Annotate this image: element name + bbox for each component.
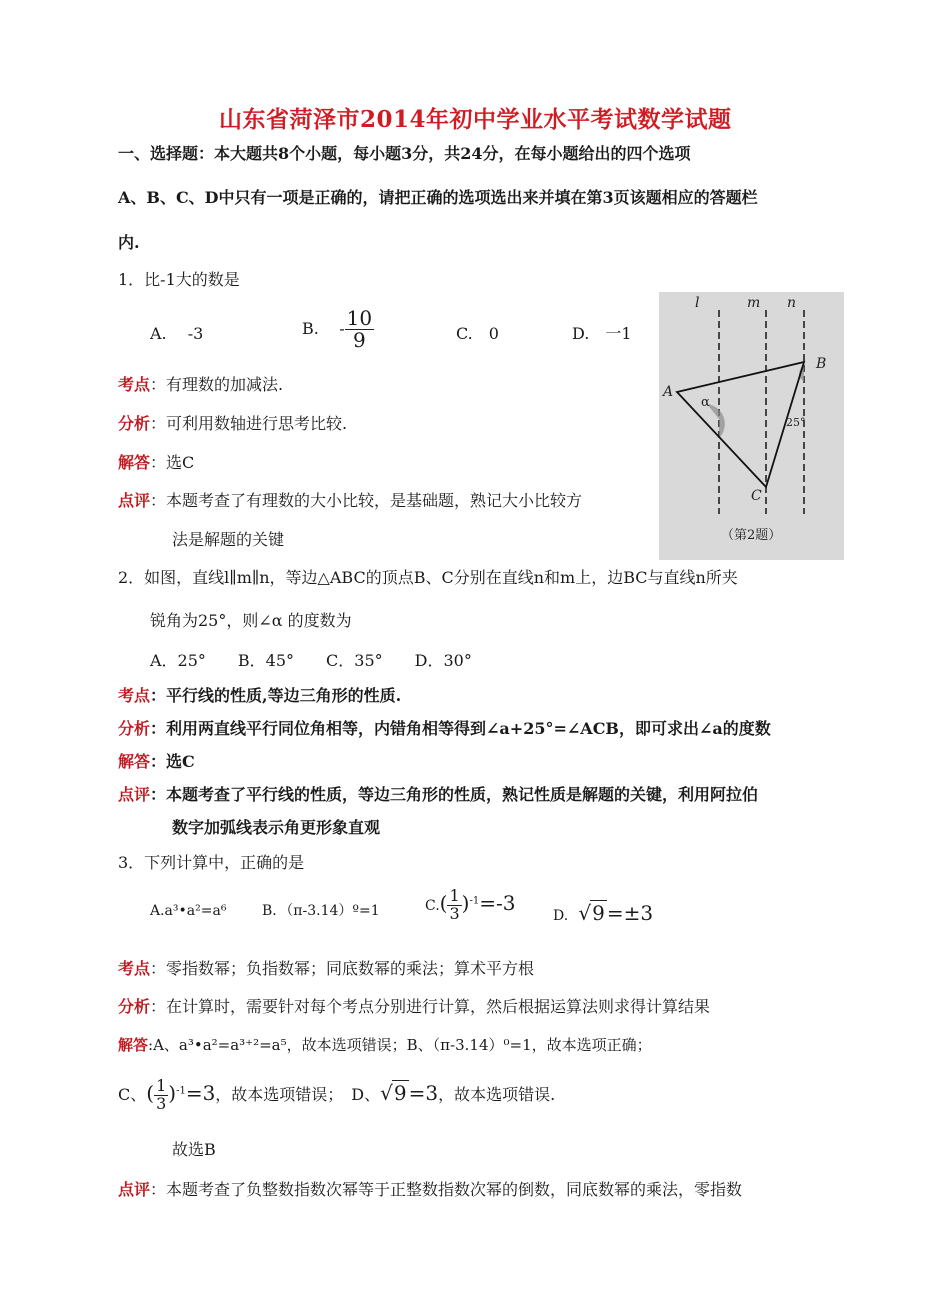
q3-jieda-tag: 解答 xyxy=(118,1036,149,1054)
q2-jieda-text: ：选C xyxy=(150,752,195,771)
geometry-figure-svg xyxy=(659,292,844,560)
q1-dianping-line2: 法是解题的关键 xyxy=(172,530,285,549)
q3-line-c-mid: =3 xyxy=(185,1080,216,1105)
q3-option-c-numerator: 1 xyxy=(449,886,460,905)
q2-kaodian-tag: 考点 xyxy=(118,686,151,705)
q1-option-c: C. 0 xyxy=(456,324,499,343)
q2-jieda xyxy=(118,752,195,771)
q3-line-c-fraction xyxy=(154,1078,168,1113)
q3-kaodian xyxy=(118,959,534,978)
q3-option-c: C.( $\frac{1}{3}$ )$^{-1}$=-3 xyxy=(425,886,516,923)
q3-jieda-text: :A、a³•a²=a³⁺²=a⁵，故本选项错误；B、（π-3.14）⁰=1，故本选项正确； xyxy=(148,1036,652,1054)
q3-option-d-tail: =±3 xyxy=(606,901,654,925)
q3-option-b: B．（π-3.14）º=1 xyxy=(262,903,380,919)
q2-dianping xyxy=(118,785,758,804)
q3-option-a: A.a³•a²=a⁶ xyxy=(150,903,227,919)
q3-option-d-label: D. xyxy=(553,908,569,924)
q3-kaodian-text: ：零指数幂；负指数幂；同底数幂的乘法；算术平方根 xyxy=(150,959,535,978)
q1-option-b-fraction xyxy=(345,308,374,351)
q1-dianping xyxy=(118,491,582,510)
q3-line-c-exponent: -1 xyxy=(176,1085,186,1097)
q3-option-c-denominator: 3 xyxy=(449,903,460,923)
q3-option-c-fraction xyxy=(447,888,461,923)
q3-option-d-radicand: 9 xyxy=(592,901,605,925)
label-c: C xyxy=(751,488,762,504)
section-instruction-line2: A、B、C、D中只有一项是正确的，请把正确的选项选出来并填在第3页该题相应的答题栏 xyxy=(118,188,758,207)
q1-option-b-denominator: 9 xyxy=(352,328,366,352)
q1-kaodian xyxy=(118,375,283,394)
q1-jieda xyxy=(118,453,194,472)
q3-guxuan: 故选B xyxy=(172,1140,216,1159)
q2-stem-line1: 2．如图，直线l∥m∥n，等边△ABC的顶点B、C分别在直线n和m上，边BC与直线n所夹 xyxy=(118,568,738,587)
q3-dianping-tag: 点评 xyxy=(118,1180,151,1199)
q3-stem: 3．下列计算中，正确的是 xyxy=(118,853,305,872)
q2-fenxi xyxy=(118,719,771,738)
label-25-degree: 25° xyxy=(786,416,806,429)
q2-dianping-text1: ：本题考查了平行线的性质，等边三角形的性质，熟记性质是解题的关键，利用阿拉伯 xyxy=(150,785,759,804)
q1-fenxi-text: ：可利用数轴进行思考比较. xyxy=(150,414,348,433)
q3-line-c-denominator: 3 xyxy=(156,1093,167,1113)
figure-caption: （第2题） xyxy=(721,528,782,543)
q3-line-c-text: ，故本选项错误； D、 xyxy=(215,1084,381,1104)
q2-dianping-line2: 数字加弧线表示角更形象直观 xyxy=(172,818,381,837)
section-instruction-line1: 一、选择题：本大题共8个小题，每小题3分，共24分，在每小题给出的四个选项 xyxy=(118,144,691,163)
q3-option-c-tail: =-3 xyxy=(479,890,516,915)
q3-jieda xyxy=(118,1036,652,1054)
q1-stem: 1．比-1大的数是 xyxy=(118,270,240,289)
q1-option-d: D. 一1 xyxy=(572,324,632,343)
q1-kaodian-text: ：有理数的加减法. xyxy=(150,375,284,394)
q1-dianping-text1: ：本题考查了有理数的大小比较，是基础题，熟记大小比较方 xyxy=(150,491,583,510)
q3-fenxi xyxy=(118,997,710,1016)
q3-line-d-text: ，故本选项错误. xyxy=(438,1084,556,1104)
q3-line-c-label: C、 xyxy=(118,1084,147,1104)
label-a: A xyxy=(663,384,674,400)
q3-dianping xyxy=(118,1180,742,1199)
label-alpha: α xyxy=(701,395,710,410)
q3-solution-line: C、( $\frac{1}{3}$ )$^{-1}$=3，故本选项错误； D、√9 =3，故本选项错误. xyxy=(118,1076,556,1113)
q1-kaodian-tag: 考点 xyxy=(118,375,151,394)
q2-fenxi-tag: 分析 xyxy=(118,719,151,738)
q3-line-d-radicand: 9 xyxy=(393,1080,407,1105)
q2-fenxi-text: ：利用两直线平行同位角相等，内错角相等得到∠a+25°=∠ACB，即可求出∠a的度数 xyxy=(150,719,771,738)
q3-line-c-numerator: 1 xyxy=(156,1076,167,1095)
q1-option-b xyxy=(302,308,374,351)
q3-option-d: D. √9 =±3 xyxy=(553,901,654,925)
q2-stem-line2: 锐角为25°，则∠α 的度数为 xyxy=(150,611,352,630)
q2-jieda-tag: 解答 xyxy=(118,752,151,771)
label-n: n xyxy=(787,295,797,311)
q2-options: A．25° B．45° C．35° D．30° xyxy=(150,651,472,670)
label-m: m xyxy=(747,295,761,311)
page-title: 山东省菏泽市2014年初中学业水平考试数学试题 xyxy=(219,106,732,133)
q1-option-b-sign: - xyxy=(339,319,345,338)
q3-line-d-mid: =3 xyxy=(408,1080,439,1105)
q1-option-b-label: B. xyxy=(302,319,319,338)
q1-jieda-text: ：选C xyxy=(150,453,195,472)
q3-fenxi-text: ：在计算时，需要针对每个考点分别进行计算，然后根据运算法则求得计算结果 xyxy=(150,997,711,1016)
q1-option-b-numerator: 10 xyxy=(346,306,373,330)
q2-dianping-tag: 点评 xyxy=(118,785,151,804)
q1-fenxi xyxy=(118,414,347,433)
geometry-figure xyxy=(659,292,844,560)
q3-dianping-text1: ：本题考查了负整数指数次幂等于正整数指数次幂的倒数，同底数幂的乘法，零指数 xyxy=(150,1180,743,1199)
q3-fenxi-tag: 分析 xyxy=(118,997,151,1016)
label-l: l xyxy=(695,295,700,311)
q3-kaodian-tag: 考点 xyxy=(118,959,151,978)
q1-jieda-tag: 解答 xyxy=(118,453,151,472)
section-instruction-line3: 内. xyxy=(118,233,140,252)
q3-option-c-exponent: -1 xyxy=(469,895,480,907)
q1-dianping-tag: 点评 xyxy=(118,491,151,510)
q1-option-a: A. -3 xyxy=(150,324,204,343)
q2-kaodian-text: ：平行线的性质,等边三角形的性质. xyxy=(150,686,402,705)
label-b: B xyxy=(816,356,827,372)
q2-kaodian xyxy=(118,686,401,705)
q3-option-c-label: C. xyxy=(425,897,440,914)
q1-fenxi-tag: 分析 xyxy=(118,414,151,433)
